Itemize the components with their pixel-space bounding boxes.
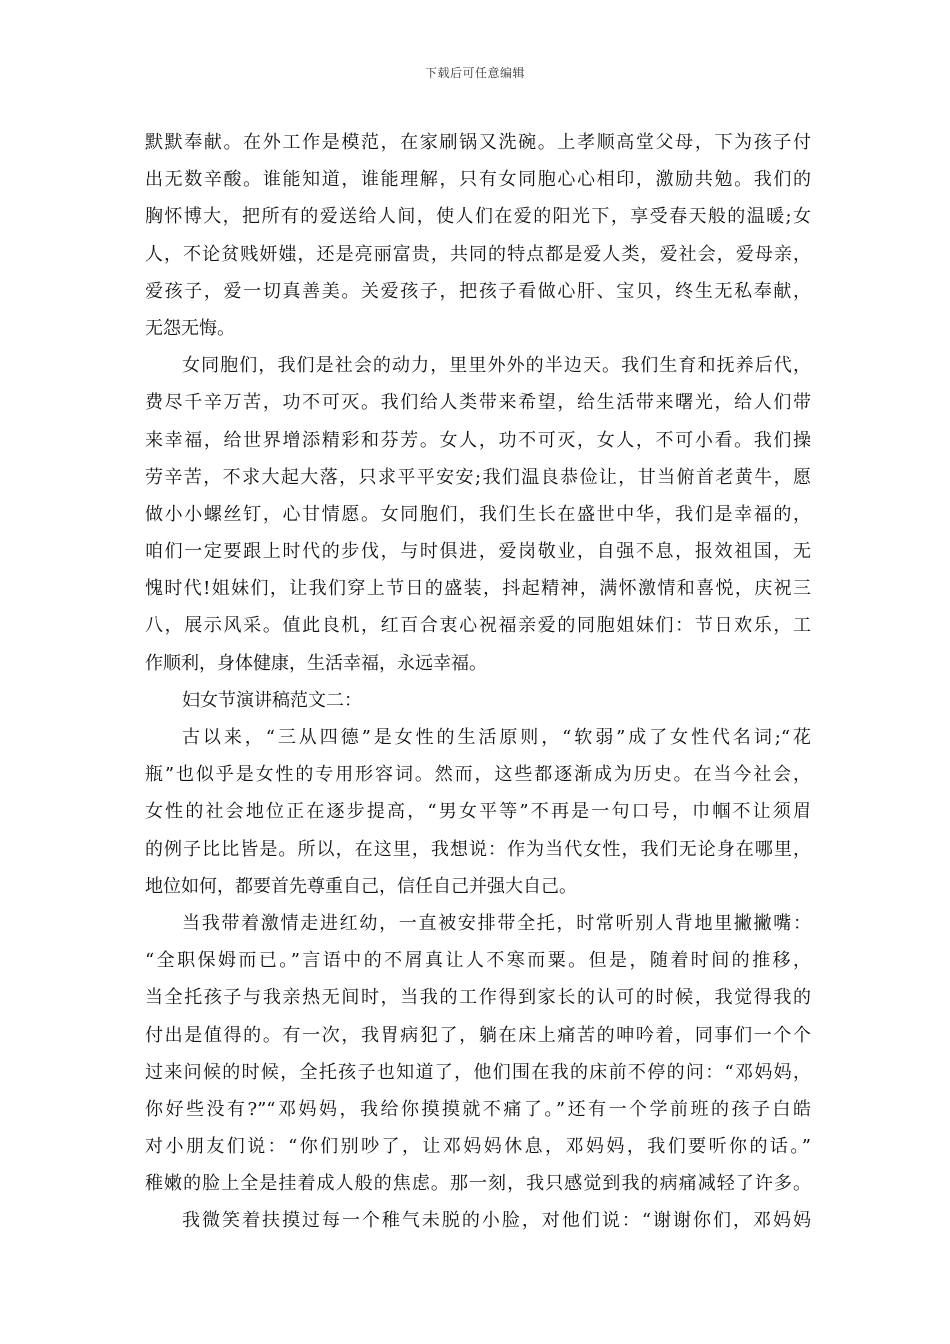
text-line: 地位如何，都要首先尊重自己，信任自己并强大自己。	[145, 875, 577, 897]
document-body	[145, 124, 811, 1240]
text-line: 你好些没有?”“邓妈妈，我给你摸摸就不痛了。”还有一个学前班的孩子白皓	[145, 1098, 811, 1120]
text-line: 人，不论贫贱妍媸，还是亮丽富贵，共同的特点都是爱人类，爱社会，爱母亲，	[145, 243, 811, 265]
text-line: 费尽千辛万苦，功不可灭。我们给人类带来希望，给生活带来曙光，给人们带	[145, 392, 811, 414]
text-line: 爱孩子，爱一切真善美。关爱孩子，把孩子看做心肝、宝贝，终生无私奉献，	[145, 280, 811, 302]
text-line: 来幸福，给世界增添精彩和芬芳。女人，功不可灭，女人，不可小看。我们操	[145, 429, 811, 451]
text-line: 无怨无悔。	[145, 317, 235, 339]
text-line: 的例子比比皆是。所以，在这里，我想说：作为当代女性，我们无论身在哪里，	[145, 838, 811, 860]
text-line: 作顺利，身体健康，生活幸福，永远幸福。	[145, 652, 487, 674]
text-line: 胸怀博大，把所有的爱送给人间，使人们在爱的阳光下，享受春天般的温暖;女	[145, 206, 811, 228]
text-line: “全职保姆而已。”言语中的不屑真让人不寒而粟。但是，随着时间的推移，	[145, 950, 811, 972]
text-line: 劳辛苦，不求大起大落，只求平平安安;我们温良恭俭让，甘当俯首老黄牛，愿	[145, 466, 811, 488]
text-line: 做小小螺丝钉，心甘情愿。女同胞们，我们生长在盛世中华，我们是幸福的，	[145, 503, 811, 525]
text-line: 稚嫩的脸上全是挂着成人般的焦虑。那一刻，我只感觉到我的病痛减轻了许多。	[145, 1173, 811, 1195]
text-line: 咱们一定要跟上时代的步伐，与时俱进，爱岗敬业，自强不息，报效祖国，无	[145, 541, 811, 563]
text-line: 八，展示风采。值此良机，红百合衷心祝福亲爱的同胞姐妹们：节日欢乐，工	[145, 615, 811, 637]
text-line: 对小朋友们说：“你们别吵了，让邓妈妈休息，邓妈妈，我们要听你的话。”	[145, 1136, 811, 1158]
page-header: 下载后可任意编辑	[424, 66, 525, 80]
text-line: 默默奉献。在外工作是模范，在家刷锅又洗碗。上孝顺高堂父母，下为孩子付	[145, 132, 811, 153]
text-line: 妇女节演讲稿范文二：	[182, 689, 362, 711]
text-line: 女同胞们，我们是社会的动力，里里外外的半边天。我们生育和抚养后代，	[182, 355, 811, 377]
text-line: 过来问候的时候，全托孩子也知道了，他们围在我的床前不停的问：“邓妈妈，	[145, 1061, 811, 1083]
text-line: 当我带着激情走进红幼，一直被安排带全托，时常听别人背地里撇撇嘴：	[182, 912, 811, 934]
text-line: 我微笑着扶摸过每一个稚气未脱的小脸，对他们说：“谢谢你们，邓妈妈	[182, 1210, 811, 1232]
text-line: 愧时代!姐妹们，让我们穿上节日的盛装，抖起精神，满怀激情和喜悦，庆祝三	[145, 578, 811, 600]
text-line: 出无数辛酸。谁能知道，谁能理解，只有女同胞心心相印，激励共勉。我们的	[145, 169, 811, 191]
text-line: 瓶”也似乎是女性的专用形容词。然而，这些都逐渐成为历史。在当今社会，	[145, 764, 811, 786]
text-line: 古以来，“三从四德”是女性的生活原则，“软弱”成了女性代名词;“花	[182, 727, 811, 748]
text-line: 女性的社会地位正在逐步提高，“男女平等”不再是一句口号，巾帼不让须眉	[145, 801, 811, 823]
text-line: 当全托孩子与我亲热无间时，当我的工作得到家长的认可的时候，我觉得我的	[145, 987, 811, 1009]
text-line: 付出是值得的。有一次，我胃病犯了，躺在床上痛苦的呻吟着，同事们一个个	[145, 1024, 811, 1046]
